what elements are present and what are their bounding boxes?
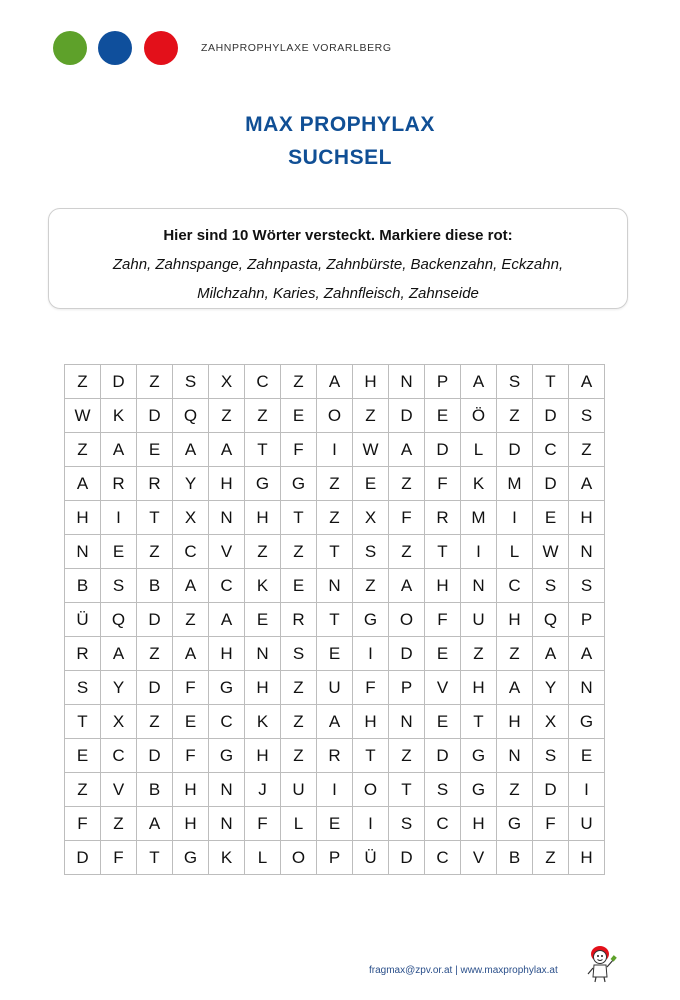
word-list-line-2: Milchzahn, Karies, Zahnfleisch, Zahnseide [197,285,479,302]
footer-contact: fragmax@zpv.or.at | www.maxprophylax.at [369,965,558,976]
grid-cell[interactable]: T [245,433,281,467]
grid-cell[interactable]: E [137,433,173,467]
grid-cell[interactable]: Z [281,365,317,399]
grid-cell[interactable]: U [461,603,497,637]
grid-cell[interactable]: T [317,603,353,637]
grid-cell[interactable]: R [425,501,461,535]
grid-cell[interactable]: O [353,773,389,807]
grid-cell[interactable]: G [281,467,317,501]
grid-cell[interactable]: T [137,501,173,535]
mascot-icon [583,943,617,983]
grid-cell[interactable]: P [389,671,425,705]
grid-cell[interactable]: D [425,433,461,467]
grid-cell[interactable]: S [353,535,389,569]
grid-cell[interactable]: Y [173,467,209,501]
grid-cell[interactable]: Z [497,399,533,433]
grid-cell[interactable]: H [353,705,389,739]
grid-cell[interactable]: S [533,739,569,773]
grid-cell[interactable]: Z [137,535,173,569]
grid-row [65,569,605,603]
grid-cell[interactable]: E [281,399,317,433]
word-list-line-1: Zahn, Zahnspange, Zahnpasta, Zahnbürste, Backenzahn, Eckzahn, [112,256,564,273]
grid-cell[interactable]: U [281,773,317,807]
grid-cell[interactable]: Z [389,535,425,569]
grid-cell[interactable]: T [281,501,317,535]
grid-row [65,399,605,433]
grid-cell[interactable]: Z [209,399,245,433]
grid-cell[interactable]: A [497,671,533,705]
grid-cell[interactable]: T [425,535,461,569]
grid-cell[interactable]: N [569,671,605,705]
grid-cell[interactable]: Y [101,671,137,705]
grid-cell[interactable]: G [353,603,389,637]
grid-cell[interactable]: H [461,807,497,841]
grid-cell[interactable]: Ü [353,841,389,875]
grid-cell[interactable]: X [173,501,209,535]
grid-cell[interactable]: W [353,433,389,467]
grid-cell[interactable]: A [533,637,569,671]
grid-cell[interactable]: Z [281,739,317,773]
green-dot-icon [53,31,87,65]
grid-cell[interactable]: H [461,671,497,705]
grid-cell[interactable]: R [281,603,317,637]
grid-cell[interactable]: R [137,467,173,501]
grid-cell[interactable]: I [101,501,137,535]
grid-cell[interactable]: F [281,433,317,467]
grid-cell[interactable]: I [461,535,497,569]
grid-cell[interactable]: Z [281,705,317,739]
grid-cell[interactable]: S [533,569,569,603]
grid-cell[interactable]: Z [533,841,569,875]
grid-cell[interactable]: F [65,807,101,841]
grid-cell[interactable]: G [569,705,605,739]
grid-cell[interactable]: Z [65,773,101,807]
grid-cell[interactable]: A [137,807,173,841]
grid-cell[interactable]: N [569,535,605,569]
grid-cell[interactable]: H [497,603,533,637]
grid-cell[interactable]: S [569,569,605,603]
grid-cell[interactable]: Z [137,705,173,739]
grid-cell[interactable]: S [389,807,425,841]
grid-cell[interactable]: A [569,637,605,671]
grid-cell[interactable]: D [533,467,569,501]
grid-cell[interactable]: F [533,807,569,841]
grid-cell[interactable]: E [425,637,461,671]
grid-cell[interactable]: N [245,637,281,671]
grid-cell[interactable]: D [533,773,569,807]
grid-cell[interactable]: U [317,671,353,705]
grid-cell[interactable]: D [425,739,461,773]
grid-cell[interactable]: F [425,603,461,637]
grid-cell[interactable]: T [137,841,173,875]
grid-cell[interactable]: T [353,739,389,773]
grid-cell[interactable]: E [101,535,137,569]
grid-cell[interactable]: S [65,671,101,705]
grid-cell[interactable]: H [245,739,281,773]
grid-cell[interactable]: Z [245,535,281,569]
grid-cell[interactable]: R [101,467,137,501]
grid-cell[interactable]: E [569,739,605,773]
grid-cell[interactable]: K [245,569,281,603]
grid-cell[interactable]: Z [137,637,173,671]
grid-cell[interactable]: Z [245,399,281,433]
grid-cell[interactable]: K [245,705,281,739]
grid-cell[interactable]: C [209,569,245,603]
grid-cell[interactable]: P [425,365,461,399]
grid-cell[interactable]: R [317,739,353,773]
grid-cell[interactable]: E [353,467,389,501]
grid-row [65,467,605,501]
grid-cell[interactable]: A [317,365,353,399]
grid-cell[interactable]: E [65,739,101,773]
grid-cell[interactable]: L [461,433,497,467]
grid-cell[interactable]: W [65,399,101,433]
grid-cell[interactable]: F [353,671,389,705]
grid-cell[interactable]: N [209,501,245,535]
grid-cell[interactable]: N [461,569,497,603]
grid-cell[interactable]: A [173,569,209,603]
grid-cell[interactable]: H [209,467,245,501]
grid-cell[interactable]: X [209,365,245,399]
grid-cell[interactable]: A [461,365,497,399]
grid-cell[interactable]: V [461,841,497,875]
grid-cell[interactable]: D [137,603,173,637]
grid-cell[interactable]: I [353,807,389,841]
grid-cell[interactable]: Q [533,603,569,637]
grid-cell[interactable]: Z [65,365,101,399]
grid-cell[interactable]: E [317,807,353,841]
grid-cell[interactable]: A [101,637,137,671]
grid-cell[interactable]: A [173,433,209,467]
grid-cell[interactable]: S [173,365,209,399]
grid-row [65,433,605,467]
grid-cell[interactable]: A [389,433,425,467]
grid-cell[interactable]: E [425,705,461,739]
grid-row [65,535,605,569]
grid-cell[interactable]: D [65,841,101,875]
grid-cell[interactable]: G [209,739,245,773]
grid-cell[interactable]: E [281,569,317,603]
grid-cell[interactable]: R [65,637,101,671]
grid-cell[interactable]: F [173,739,209,773]
grid-cell[interactable]: I [569,773,605,807]
grid-cell[interactable]: T [389,773,425,807]
grid-cell[interactable]: X [101,705,137,739]
grid-cell[interactable]: K [101,399,137,433]
grid-cell[interactable]: D [389,399,425,433]
instructions-box [48,208,628,309]
grid-cell[interactable]: A [569,467,605,501]
grid-cell[interactable]: M [497,467,533,501]
grid-cell[interactable]: A [65,467,101,501]
grid-cell[interactable]: S [425,773,461,807]
grid-cell[interactable]: D [389,841,425,875]
grid-cell[interactable]: L [281,807,317,841]
grid-cell[interactable]: Z [353,399,389,433]
grid-cell[interactable]: A [173,637,209,671]
grid-cell[interactable]: H [209,637,245,671]
grid-cell[interactable]: Ü [65,603,101,637]
grid-cell[interactable]: Z [281,535,317,569]
page-subtitle: SUCHSEL [288,146,392,169]
grid-cell[interactable]: B [497,841,533,875]
grid-cell[interactable]: I [317,773,353,807]
grid-cell[interactable]: F [389,501,425,535]
grid-cell[interactable]: C [533,433,569,467]
grid-cell[interactable]: Z [569,433,605,467]
grid-cell[interactable]: D [389,637,425,671]
grid-cell[interactable]: E [425,399,461,433]
grid-cell[interactable]: A [569,365,605,399]
grid-row [65,365,605,399]
grid-cell[interactable]: B [137,569,173,603]
grid-cell[interactable]: Z [497,637,533,671]
grid-cell[interactable]: A [389,569,425,603]
grid-cell[interactable]: Z [317,467,353,501]
grid-cell[interactable]: J [245,773,281,807]
grid-cell[interactable]: Z [281,671,317,705]
blue-dot-icon [98,31,132,65]
grid-cell[interactable]: D [137,739,173,773]
grid-cell[interactable]: C [209,705,245,739]
grid-cell[interactable]: H [65,501,101,535]
grid-row [65,705,605,739]
grid-cell[interactable]: Y [533,671,569,705]
org-name: ZAHNPROPHYLAXE VORARLBERG [201,42,392,54]
grid-cell[interactable]: H [569,501,605,535]
grid-cell[interactable]: E [533,501,569,535]
grid-cell[interactable]: G [173,841,209,875]
grid-cell[interactable]: H [425,569,461,603]
grid-cell[interactable]: S [101,569,137,603]
grid-cell[interactable]: Z [65,433,101,467]
grid-cell[interactable]: I [353,637,389,671]
grid-cell[interactable]: H [245,501,281,535]
grid-cell[interactable]: E [317,637,353,671]
grid-cell[interactable]: H [569,841,605,875]
grid-cell[interactable]: X [353,501,389,535]
red-dot-icon [144,31,178,65]
grid-cell[interactable]: F [245,807,281,841]
grid-cell[interactable]: H [353,365,389,399]
grid-cell[interactable]: Z [173,603,209,637]
grid-cell[interactable]: B [137,773,173,807]
grid-cell[interactable]: T [65,705,101,739]
grid-cell[interactable]: I [317,433,353,467]
grid-cell[interactable]: F [425,467,461,501]
grid-cell[interactable]: H [245,671,281,705]
grid-row [65,603,605,637]
word-search-grid [64,364,605,875]
grid-row [65,841,605,875]
grid-cell[interactable]: C [101,739,137,773]
grid-cell[interactable]: H [173,773,209,807]
grid-cell[interactable]: F [101,841,137,875]
grid-cell[interactable]: T [461,705,497,739]
grid-cell[interactable]: M [461,501,497,535]
grid-cell[interactable]: E [245,603,281,637]
grid-cell[interactable]: Z [389,739,425,773]
page-title: MAX PROPHYLAX [245,113,435,136]
grid-cell[interactable]: G [245,467,281,501]
grid-cell[interactable]: D [101,365,137,399]
grid-cell[interactable]: C [497,569,533,603]
grid-cell[interactable]: A [209,433,245,467]
grid-cell[interactable]: N [389,705,425,739]
grid-cell[interactable]: L [497,535,533,569]
grid-cell[interactable]: Z [389,467,425,501]
grid-cell[interactable]: W [533,535,569,569]
grid-cell[interactable]: N [65,535,101,569]
grid-cell[interactable]: T [533,365,569,399]
grid-cell[interactable]: A [317,705,353,739]
grid-cell[interactable]: N [317,569,353,603]
grid-cell[interactable]: Q [101,603,137,637]
grid-cell[interactable]: S [281,637,317,671]
grid-cell[interactable]: Z [137,365,173,399]
grid-cell[interactable]: B [65,569,101,603]
grid-cell[interactable]: Z [497,773,533,807]
grid-cell[interactable]: G [461,739,497,773]
grid-cell[interactable]: D [137,399,173,433]
grid-cell[interactable]: S [569,399,605,433]
grid-cell[interactable]: G [209,671,245,705]
grid-cell[interactable]: H [173,807,209,841]
grid-cell[interactable]: T [317,535,353,569]
grid-cell[interactable]: H [497,705,533,739]
grid-cell[interactable]: Ö [461,399,497,433]
grid-cell[interactable]: D [533,399,569,433]
grid-cell[interactable]: Z [101,807,137,841]
grid-cell[interactable]: P [317,841,353,875]
grid-cell[interactable]: V [101,773,137,807]
grid-cell[interactable]: C [245,365,281,399]
grid-cell[interactable]: E [173,705,209,739]
grid-cell[interactable]: N [497,739,533,773]
grid-cell[interactable]: D [137,671,173,705]
grid-row [65,637,605,671]
grid-cell[interactable]: U [569,807,605,841]
grid-cell[interactable]: V [425,671,461,705]
grid-cell[interactable]: C [173,535,209,569]
grid-cell[interactable]: S [497,365,533,399]
grid-row [65,773,605,807]
grid-cell[interactable]: Q [173,399,209,433]
grid-cell[interactable]: I [497,501,533,535]
grid-cell[interactable]: O [389,603,425,637]
grid-cell[interactable]: A [101,433,137,467]
grid-cell[interactable]: D [497,433,533,467]
grid-cell[interactable]: P [569,603,605,637]
grid-cell[interactable]: A [209,603,245,637]
grid-row [65,671,605,705]
grid-cell[interactable]: F [173,671,209,705]
grid-cell[interactable]: O [317,399,353,433]
instructions-heading: Hier sind 10 Wörter versteckt. Markiere diese rot: [163,227,513,244]
grid-cell[interactable]: L [245,841,281,875]
grid-cell[interactable]: Z [353,569,389,603]
grid-row [65,807,605,841]
grid-cell[interactable]: C [425,841,461,875]
grid-cell[interactable]: G [497,807,533,841]
grid-cell[interactable]: V [209,535,245,569]
grid-cell[interactable]: C [425,807,461,841]
grid-cell[interactable]: N [209,807,245,841]
grid-cell[interactable]: N [389,365,425,399]
grid-cell[interactable]: K [209,841,245,875]
grid-cell[interactable]: X [533,705,569,739]
grid-cell[interactable]: Z [461,637,497,671]
grid-cell[interactable]: Z [317,501,353,535]
grid-cell[interactable]: N [209,773,245,807]
grid-row [65,739,605,773]
grid-row [65,501,605,535]
grid-cell[interactable]: O [281,841,317,875]
grid-cell[interactable]: G [461,773,497,807]
grid-cell[interactable]: K [461,467,497,501]
